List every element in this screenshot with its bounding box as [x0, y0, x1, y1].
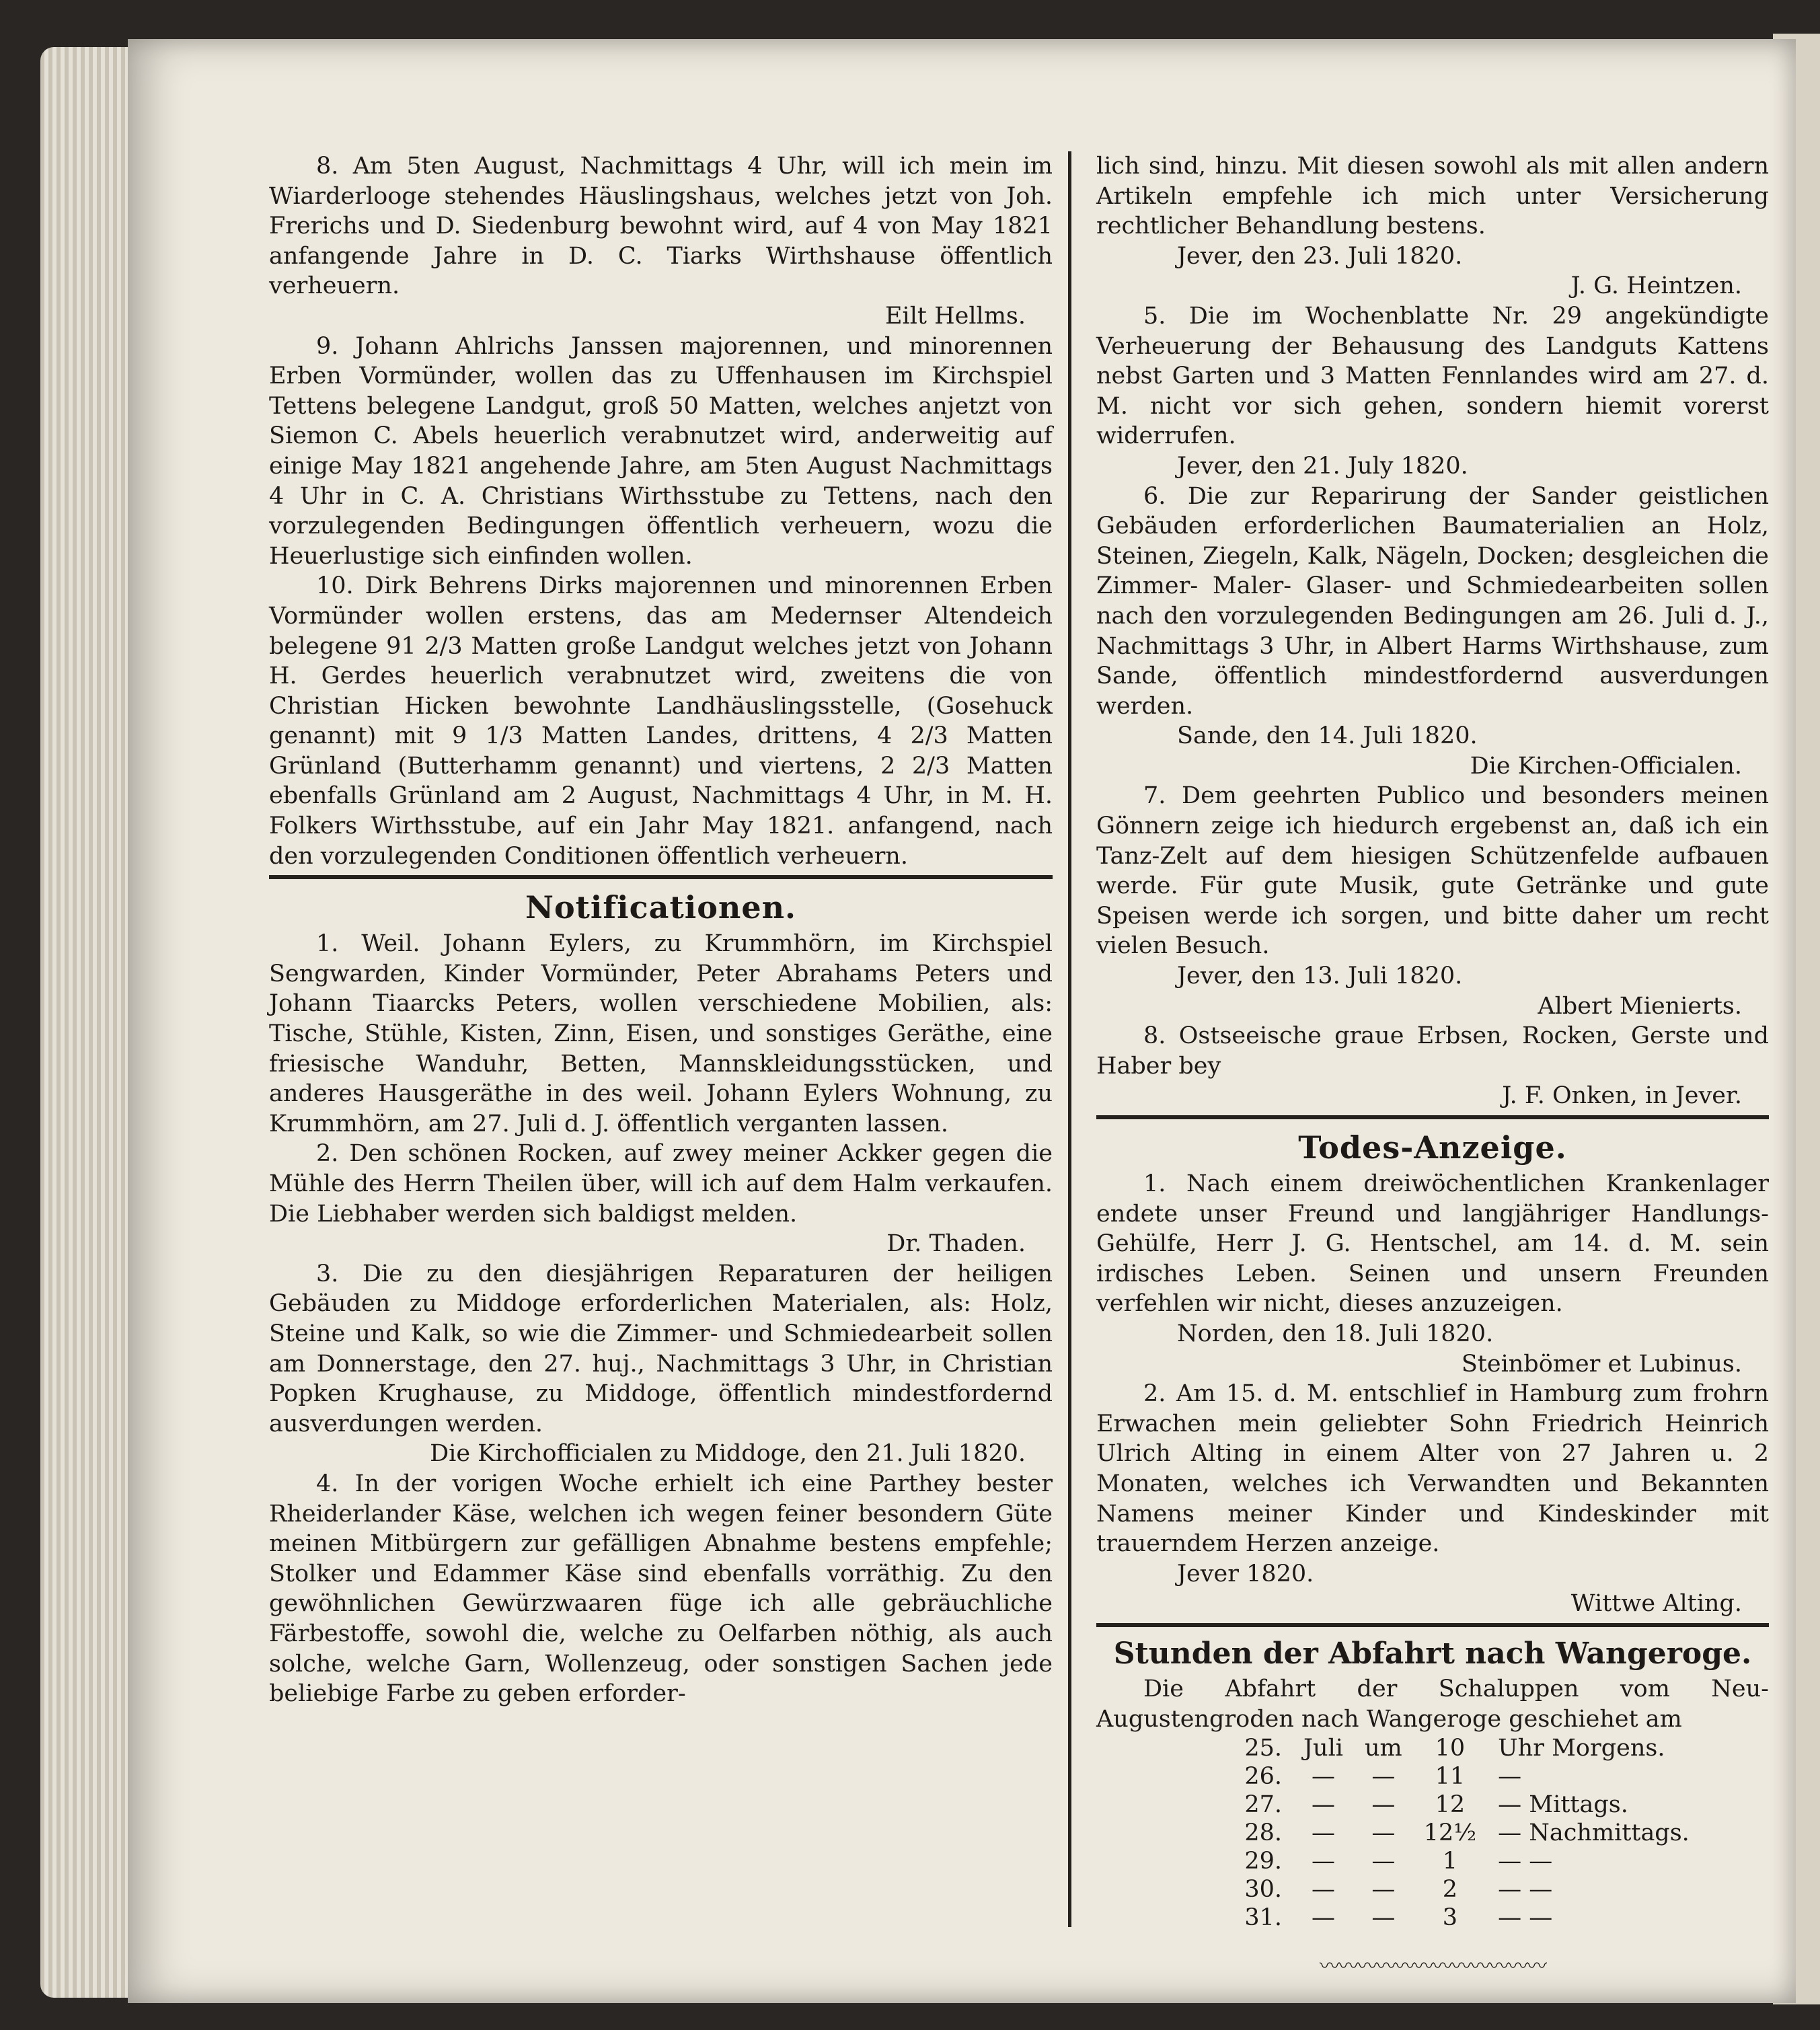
entry-8-signature: Eilt Hellms.: [884, 302, 1026, 330]
ferry-schedule-cell: — —: [1498, 1876, 1553, 1904]
book-page-edges: [40, 47, 135, 1998]
ferry-schedule-row: [1217, 1734, 1700, 1762]
notif-4: 4. In der vorigen Woche erhielt ich eine Parthey bester Rheiderlander Käse, welchen ich wegen feiner besondern Güte meinen Mitbürgern zur gefälligen Abnahme bestens empfehle; Stolker und Edammer Käse sind ebenfalls vorräthig. Zu den gewöhnlichen Gewürzwaaren füge ich alle gebräuchliche Färbestoffe, sowohl die, welche zu Oelfarben nöthig, als auch solche, welche Garn, Wollenzeug, oder sonstigen Sachen jede beliebige Farbe zu geben erforder-: [269, 1470, 1053, 1708]
ferry-schedule-row: [1217, 1847, 1700, 1875]
notif-4-continued: lich sind, hinzu. Mit diesen sowohl als mit allen andern Artikeln empfehle ich mich unter Versicherung rechtlicher Behandlung bestens.: [1096, 153, 1769, 240]
ferry-schedule-heading: Stunden der Abfahrt nach Wangeroge.: [1113, 1636, 1752, 1671]
entry-10: 10. Dirk Behrens Dirks majorennen und minorennen Erben Vormünder wollen erstens, das am Medernser Altendeich belegene 91 2/3 Matten große Landgut welches jetzt von Johann H. Gerdes heuerlich verabnutzet wird, zweitens die von Christian Hicken bewohnte Landhäuslingsstelle, (Gosehuck genannt) mit 9 1/3 Matten Landes, drittens, 4 2/3 Matten Grünland (Butterhamm genannt) und viertens, 2 2/3 Matten ebenfalls Grünland am 2 August, Nachmittags 4 Uhr, in M. H. Folkers Wirthsstube, auf ein Jahr May 1821. anfangend, nach den vorzulegenden Conditionen öffentlich verheuern.: [269, 572, 1053, 870]
ferry-schedule-cell: —: [1371, 1791, 1396, 1819]
ferry-schedule-cell: — Nachmittags.: [1498, 1819, 1690, 1847]
ferry-schedule-cell: 29.: [1244, 1848, 1282, 1875]
column-divider: [1068, 151, 1071, 1927]
death-notice-2-place: Jever 1820.: [1177, 1560, 1314, 1587]
death-notice-1-signature: Steinbömer et Lubinus.: [1461, 1350, 1742, 1378]
ferry-schedule-cell: —: [1311, 1819, 1335, 1847]
section-rule: [1096, 1115, 1769, 1119]
ferry-schedule-cell: Uhr Morgens.: [1498, 1735, 1665, 1762]
ferry-schedule-row: [1217, 1904, 1700, 1932]
ferry-schedule-cell: —: [1311, 1904, 1335, 1932]
ferry-schedule-cell: 10: [1435, 1735, 1466, 1762]
entry-8: 8. Am 5ten August, Nachmittags 4 Uhr, will ich mein im Wiarderlooge stehendes Häuslingshaus, welches jetzt von Joh. Frerichs und D. Siedenburg bewohnt wird, auf 4 von May 1821 anfangende Jahre in D. C. Tiarks Wirthshause öffentlich verheuern.: [269, 153, 1053, 300]
death-notice-1: 1. Nach einem dreiwöchentlichen Krankenlager endete unser Freund und langjähriger Handlungs-Gehülfe, Herr J. G. Hentschel, am 14. d. M. sein irdisches Leben. Seinen und unsern Freunden verfehlen wir nicht, dieses anzuzeigen.: [1096, 1170, 1769, 1318]
notif-5: 5. Die im Wochenblatte Nr. 29 angekündigte Verheuerung der Behausung des Landguts Kattens nebst Garten und 3 Matten Fennlandes wird am 27. d. M. nicht vor sich gehen, sondern hiemit vorerst widerrufen.: [1096, 302, 1769, 450]
ferry-schedule-cell: 31.: [1244, 1904, 1282, 1932]
ferry-schedule-cell: — —: [1498, 1904, 1553, 1932]
ferry-schedule-cell: 2: [1442, 1876, 1458, 1904]
ferry-schedule-cell: —: [1371, 1876, 1396, 1904]
notif-7: 7. Dem geehrten Publico und besonders meinen Gönnern zeige ich hiedurch ergebenst an, daß ich ein Tanz-Zelt auf dem hiesigen Schützenfelde aufbauen werde. Für gute Musik, gute Getränke und gute Speisen werde ich sorgen, und bitte daher um recht vielen Besuch.: [1096, 782, 1769, 960]
ferry-schedule-table: [1217, 1734, 1700, 1932]
death-notice-2-signature: Wittwe Alting.: [1570, 1590, 1742, 1618]
notif-6-place: Sande, den 14. Juli 1820.: [1177, 722, 1478, 750]
death-notice-2: 2. Am 15. d. M. entschlief in Hamburg zum frohrn Erwachen mein geliebter Sohn Friedrich Heinrich Ulrich Alting in einem Alter von 27 Jahren u. 2 Monaten, welches ich Verwandten und Bekannten Namens meiner Kinder und Kindeskinder mit trauerndem Herzen anzeige.: [1096, 1380, 1769, 1558]
notificationen-heading: Notificationen.: [525, 889, 797, 926]
ferry-schedule-cell: —: [1371, 1763, 1396, 1791]
ferry-schedule-cell: 27.: [1244, 1791, 1282, 1819]
ferry-schedule-cell: 12½: [1423, 1819, 1477, 1847]
ferry-schedule-cell: Juli: [1303, 1735, 1343, 1762]
ferry-schedule-row: [1217, 1791, 1700, 1819]
ferry-schedule-cell: 25.: [1244, 1735, 1282, 1762]
death-notice-1-place: Norden, den 18. Juli 1820.: [1177, 1320, 1494, 1347]
ferry-schedule-cell: —: [1311, 1791, 1335, 1819]
ferry-schedule-cell: um: [1364, 1735, 1402, 1762]
notif-2-signature: Dr. Thaden.: [886, 1230, 1026, 1258]
entry-9: 9. Johann Ahlrichs Janssen majorennen, und minorennen Erben Vormünder, wollen das zu Uffenhausen im Kirchspiel Tettens belegene Landgut, groß 50 Matten, welches anjetzt von Siemon C. Abels heuerlich verabnutzet wird, anderweitig auf einige May 1821 angehende Jahre, am 5ten August Nachmittags 4 Uhr in C. A. Christians Wirthsstube zu Tettens, nach den vorzulegenden Bedingungen öffentlich verheuern, wozu die Heuerlustige sich einfinden wollen.: [269, 332, 1053, 570]
ferry-schedule-cell: 3: [1442, 1904, 1458, 1932]
ferry-schedule-cell: —: [1371, 1819, 1396, 1847]
notif-7-place: Jever, den 13. Juli 1820.: [1177, 963, 1463, 990]
left-column: [269, 151, 1053, 1709]
ferry-schedule-cell: — Mittags.: [1498, 1791, 1628, 1819]
ferry-schedule-cell: —: [1311, 1763, 1335, 1791]
right-column: [1096, 151, 1769, 1982]
section-rule: [1096, 1623, 1769, 1627]
ornamental-divider: 〰〰〰〰〰〰〰〰〰〰〰〰: [1320, 1955, 1546, 1979]
notif-4-signature: J. G. Heintzen.: [1570, 272, 1742, 300]
ferry-schedule-cell: 11: [1435, 1763, 1466, 1791]
ferry-schedule-row: [1217, 1762, 1700, 1791]
ferry-schedule-row: [1217, 1819, 1700, 1847]
notif-6: 6. Die zur Reparirung der Sander geistlichen Gebäuden erforderlichen Baumaterialien an Holz, Steinen, Ziegeln, Kalk, Nägeln, Docken; desgleichen die Zimmer- Maler- Glaser- und Schmiedearbeiten sollen nach den vorzulegenden Bedingungen am 26. Juli d. J., Nachmittags 3 Uhr, in Albert Harms Wirthshause, zum Sande, öffentlich mindestfordernd ausverdungen werden.: [1096, 482, 1769, 720]
notif-5-place: Jever, den 21. July 1820.: [1177, 452, 1468, 480]
notif-7-signature: Albert Mienierts.: [1538, 992, 1742, 1020]
ferry-schedule-cell: —: [1371, 1848, 1396, 1875]
notif-6-signature: Die Kirchen-Officialen.: [1470, 752, 1742, 780]
notif-2: 2. Den schönen Rocken, auf zwey meiner Ackker gegen die Mühle des Herrn Theilen über, will ich auf dem Halm verkaufen. Die Liebhaber werden sich baldigst melden.: [269, 1140, 1053, 1228]
ferry-schedule-cell: 12: [1435, 1791, 1466, 1819]
ferry-schedule-row: [1217, 1875, 1700, 1904]
notif-3-signature: Die Kirchofficialen zu Middoge, den 21. Juli 1820.: [430, 1440, 1026, 1468]
notif-4-place: Jever, den 23. Juli 1820.: [1177, 242, 1463, 270]
notif-3: 3. Die zu den diesjährigen Reparaturen der heiligen Gebäuden zu Middoge erforderlichen Materialen, als: Holz, Steine und Kalk, so wie die Zimmer- und Schmiedearbeit sollen am Donnerstage, den 27. huj., Nachmittags 3 Uhr, in Christian Popken Krughause, zu Middoge, öffentlich mindestfordernd ausverdungen werden.: [269, 1260, 1053, 1437]
notif-8-signature: J. F. Onken, in Jever.: [1502, 1082, 1742, 1110]
todes-anzeige-heading: Todes-Anzeige.: [1298, 1129, 1567, 1166]
ferry-schedule-cell: 1: [1442, 1848, 1458, 1875]
ferry-schedule-cell: 30.: [1244, 1876, 1282, 1904]
ferry-schedule-intro: Die Abfahrt der Schaluppen vom Neu-Augustengroden nach Wangeroge geschiehet am: [1096, 1675, 1769, 1733]
notif-8: 8. Ostseeische graue Erbsen, Rocken, Gerste und Haber bey: [1096, 1022, 1769, 1080]
section-rule: [269, 875, 1053, 879]
ferry-schedule-cell: — —: [1498, 1848, 1553, 1875]
ferry-schedule-cell: 26.: [1244, 1763, 1282, 1791]
ferry-schedule-cell: —: [1498, 1763, 1522, 1791]
notif-1: 1. Weil. Johann Eylers, zu Krummhörn, im Kirchspiel Sengwarden, Kinder Vormünder, Peter Abrahams Peters und Johann Tiaarcks Peters, wollen verschiedene Mobilien, als: Tische, Stühle, Kisten, Zinn, Eisen, und sonstiges Geräthe, eine friesische Wanduhr, Betten, Mannskleidungsstücken, und anderes Hausgeräthe in des weil. Johann Eylers Wohnung, zu Krummhörn, am 27. Juli d. J. öffentlich verganten lassen.: [269, 930, 1053, 1137]
ferry-schedule-cell: 28.: [1244, 1819, 1282, 1847]
ferry-schedule-cell: —: [1371, 1904, 1396, 1932]
ferry-schedule-cell: —: [1311, 1848, 1335, 1875]
ferry-schedule-cell: —: [1311, 1876, 1335, 1904]
